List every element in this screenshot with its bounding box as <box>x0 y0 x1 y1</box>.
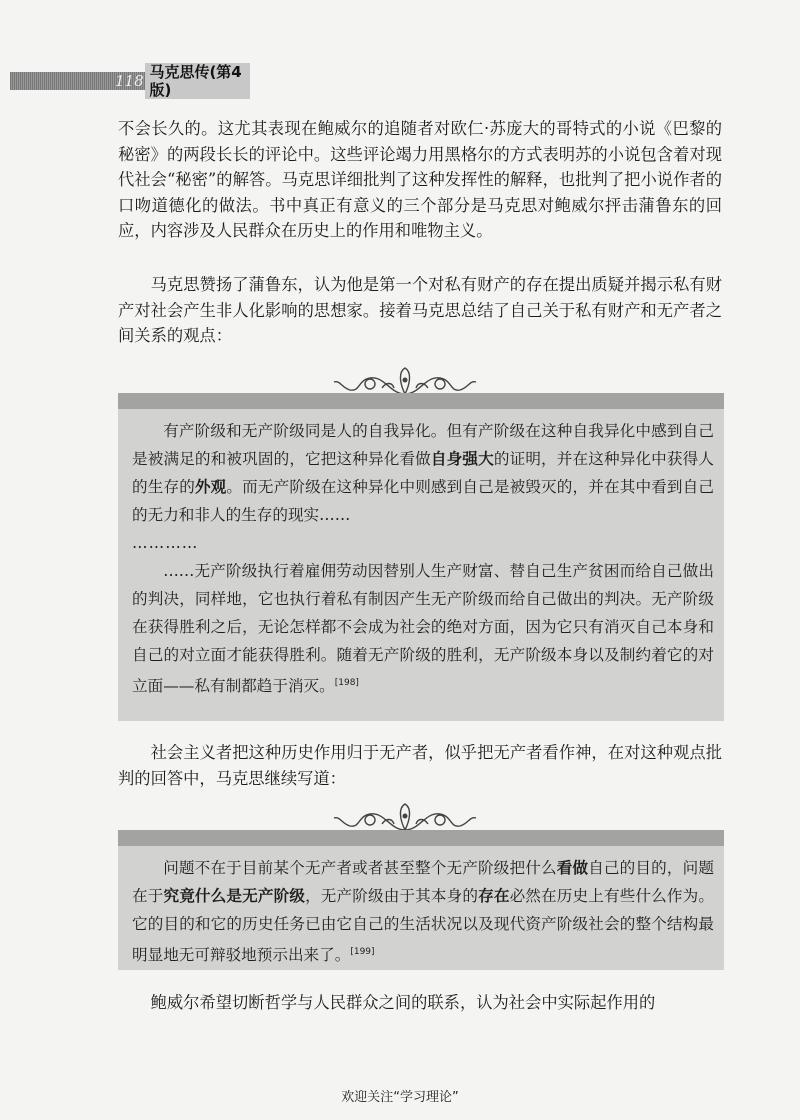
emphasis: 外观 <box>194 477 227 496</box>
footer-note: 欢迎关注“学习理论” <box>341 1090 459 1105</box>
paragraph-1: 不会长久的。这尤其表现在鲍威尔的追随者对欧仁·苏庞大的哥特式的小说《巴黎的秘密》的两段长长的评论中。这些评论竭力用黑格尔的方式表明苏的小说包含着对现代社会“秘密”的解答。马克思详细批判了这种发挥性的解释，也批判了把小说作者的口吻道德化的做法。书中真正有意义的三个部分是马克思对鲍威尔抨击蒲鲁东的回应，内容涉及人民群众在历史上的作用和唯物主义。 <box>118 119 722 240</box>
book-title: 马克思传(第4版) <box>145 63 250 99</box>
paragraph-3: 社会主义者把这种历史作用归于无产者，似乎把无产者看作神，在对这种观点批判的回答中，马克思继续写道： <box>118 743 722 788</box>
emphasis: 究竟什么是无产阶级 <box>163 886 306 905</box>
page-number: 118 <box>115 72 144 90</box>
running-header <box>10 63 250 99</box>
emphasis: 自身强大 <box>430 449 494 468</box>
footnote-ref: [199] <box>350 947 375 957</box>
footnote-ref: [198] <box>334 678 359 688</box>
block-quote-2: 问题不在于目前某个无产者或者甚至整个无产阶级把什么看做自己的目的，问题在于究竟什么是无产阶级，无产阶级由于其本身的存在必然在历史上有些什么作为。它的目的和它的历史任务已由它自己的生活状况以及现代资产阶级社会的整个结构最明显地无可辩驳地预示出来了。[199] <box>118 830 724 970</box>
paragraph-4: 鲍威尔希望切断哲学与人民群众之间的联系，认为社会中实际起作用的 <box>150 993 656 1012</box>
emphasis: 存在 <box>478 886 510 905</box>
emphasis: 看做 <box>556 858 589 877</box>
block-quote-1: 有产阶级和无产阶级同是人的自我异化。但有产阶级在这种自我异化中感到自己是被满足的和被巩固的，它把这种异化看做自身强大的证明，并在这种异化中获得人的生存的外观。而无产阶级在这种异化中则感到自己是被毁灭的，并在其中看到自己的无力和非人的生存的现实…… ………… ……无产阶级执行着雇佣劳动因替别人生产财富、替自己生产贫困而给自己做出的判决，同样地，它也执行着私有制因产生无产阶级而给自己做出的判决。无产阶级在获得胜利之后，无论怎样都不会成为社会的绝对方面，因为它只有消灭自己本身和自己的对立面才能获得胜利。随着无产阶级的胜利，无产阶级本身以及制约着它的对立面——私有制都趋于消灭。[198] <box>118 393 724 721</box>
paragraph-2: 马克思赞扬了蒲鲁东，认为他是第一个对私有财产的存在提出质疑并揭示私有财产对社会产生非人化影响的思想家。接着马克思总结了自己关于私有财产和无产者之间关系的观点： <box>118 275 722 345</box>
ellipsis-line: ………… <box>132 534 199 552</box>
